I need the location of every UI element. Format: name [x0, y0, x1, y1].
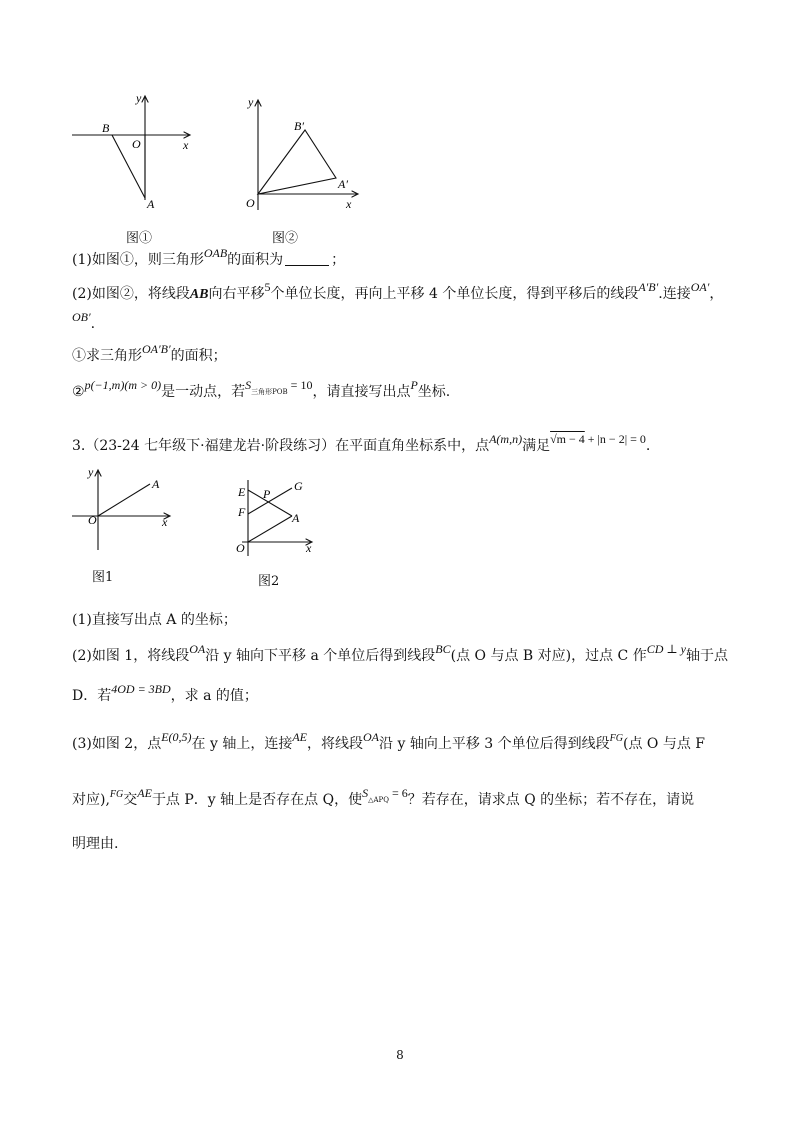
q3-figure-2-caption: 图2 — [258, 574, 280, 589]
label-o: O — [88, 513, 97, 527]
q3-part2: (2)如图 1，将线段OA沿 y 轴向下平移 a 个单位后得到线段BC(点 O 与点 B 对应)，过点 C 作CD ⊥ y轴于点 — [72, 642, 728, 664]
label-o: O — [246, 196, 255, 210]
q3-figure-1-caption: 图1 — [92, 570, 114, 585]
label-a: A — [152, 477, 160, 491]
q3-part1: (1)直接写出点 A 的坐标； — [72, 612, 237, 628]
q3-part3: (3)如图 2，点E(0,5)在 y 轴上，连接AE，将线段OA沿 y 轴向上平移 3 个单位后得到线段$^{FG}$(点 O 与点 F — [72, 730, 705, 752]
label-y: y — [88, 466, 94, 479]
figure-1-caption: 图① — [126, 231, 153, 246]
q2-part1: (1)如图①，则三角形OAB的面积为 ； — [72, 246, 346, 268]
label-x: x — [346, 197, 352, 211]
q2-sub1: ①求三角形OA′B′的面积； — [72, 342, 227, 364]
q3-part2-continued: D．若4OD = 3BD，求 a 的值； — [72, 682, 258, 704]
label-o: O — [132, 137, 141, 151]
figure-1-coordinate-diagram — [66, 90, 206, 220]
label-g: G — [294, 479, 303, 493]
label-a: A — [292, 511, 300, 525]
triangle-oa1b1 — [258, 130, 336, 194]
page-number: 8 — [396, 1048, 404, 1062]
label-a-prime: A′ — [338, 177, 348, 191]
figure-2-caption: 图② — [272, 231, 299, 246]
segment-oa — [98, 484, 150, 516]
label-x: x — [162, 515, 168, 529]
label-o: O — [236, 541, 245, 555]
q3-figure-2-diagram — [226, 476, 320, 562]
label-b: B — [102, 121, 110, 135]
label-p: P — [263, 487, 271, 501]
figure-2-coordinate-diagram — [238, 92, 368, 218]
label-x: x — [183, 138, 189, 152]
label-f: F — [238, 505, 246, 519]
q2-sub2: ②p(−1,m)(m > 0)是一动点，若S三角形POB = 10，请直接写出点P坐标. — [72, 378, 451, 400]
q3-stem: 3.（23-24 七年级下·福建龙岩·阶段练习）在平面直角坐标系中，点A(m,n)满足√m − 4 + |n − 2| = 0. — [72, 432, 651, 454]
q2-part2: (2)如图②，将线段AB向右平移5个单位长度，再向上平移 4 个单位长度，得到平移后的线段A′B′.连接OA′， — [72, 280, 724, 302]
label-x: x — [306, 541, 312, 555]
label-e: E — [238, 485, 246, 499]
q2-part2-continued: OB′. — [72, 310, 96, 332]
segment-oa — [248, 516, 292, 542]
q3-part3-continued: 对应),$^{FG}$交AE于点 P．y 轴上是否存在点 Q，使S△APQ = 6？若存在，请求点 Q 的坐标；若不存在，请说 — [72, 786, 695, 808]
label-a: A — [147, 197, 155, 211]
q3-figure-1-diagram — [68, 466, 178, 556]
label-y: y — [136, 91, 142, 105]
label-y: y — [248, 95, 254, 109]
answer-blank — [285, 251, 329, 266]
label-b-prime: B′ — [294, 119, 304, 133]
q3-part3-end: 明理由. — [72, 836, 119, 852]
